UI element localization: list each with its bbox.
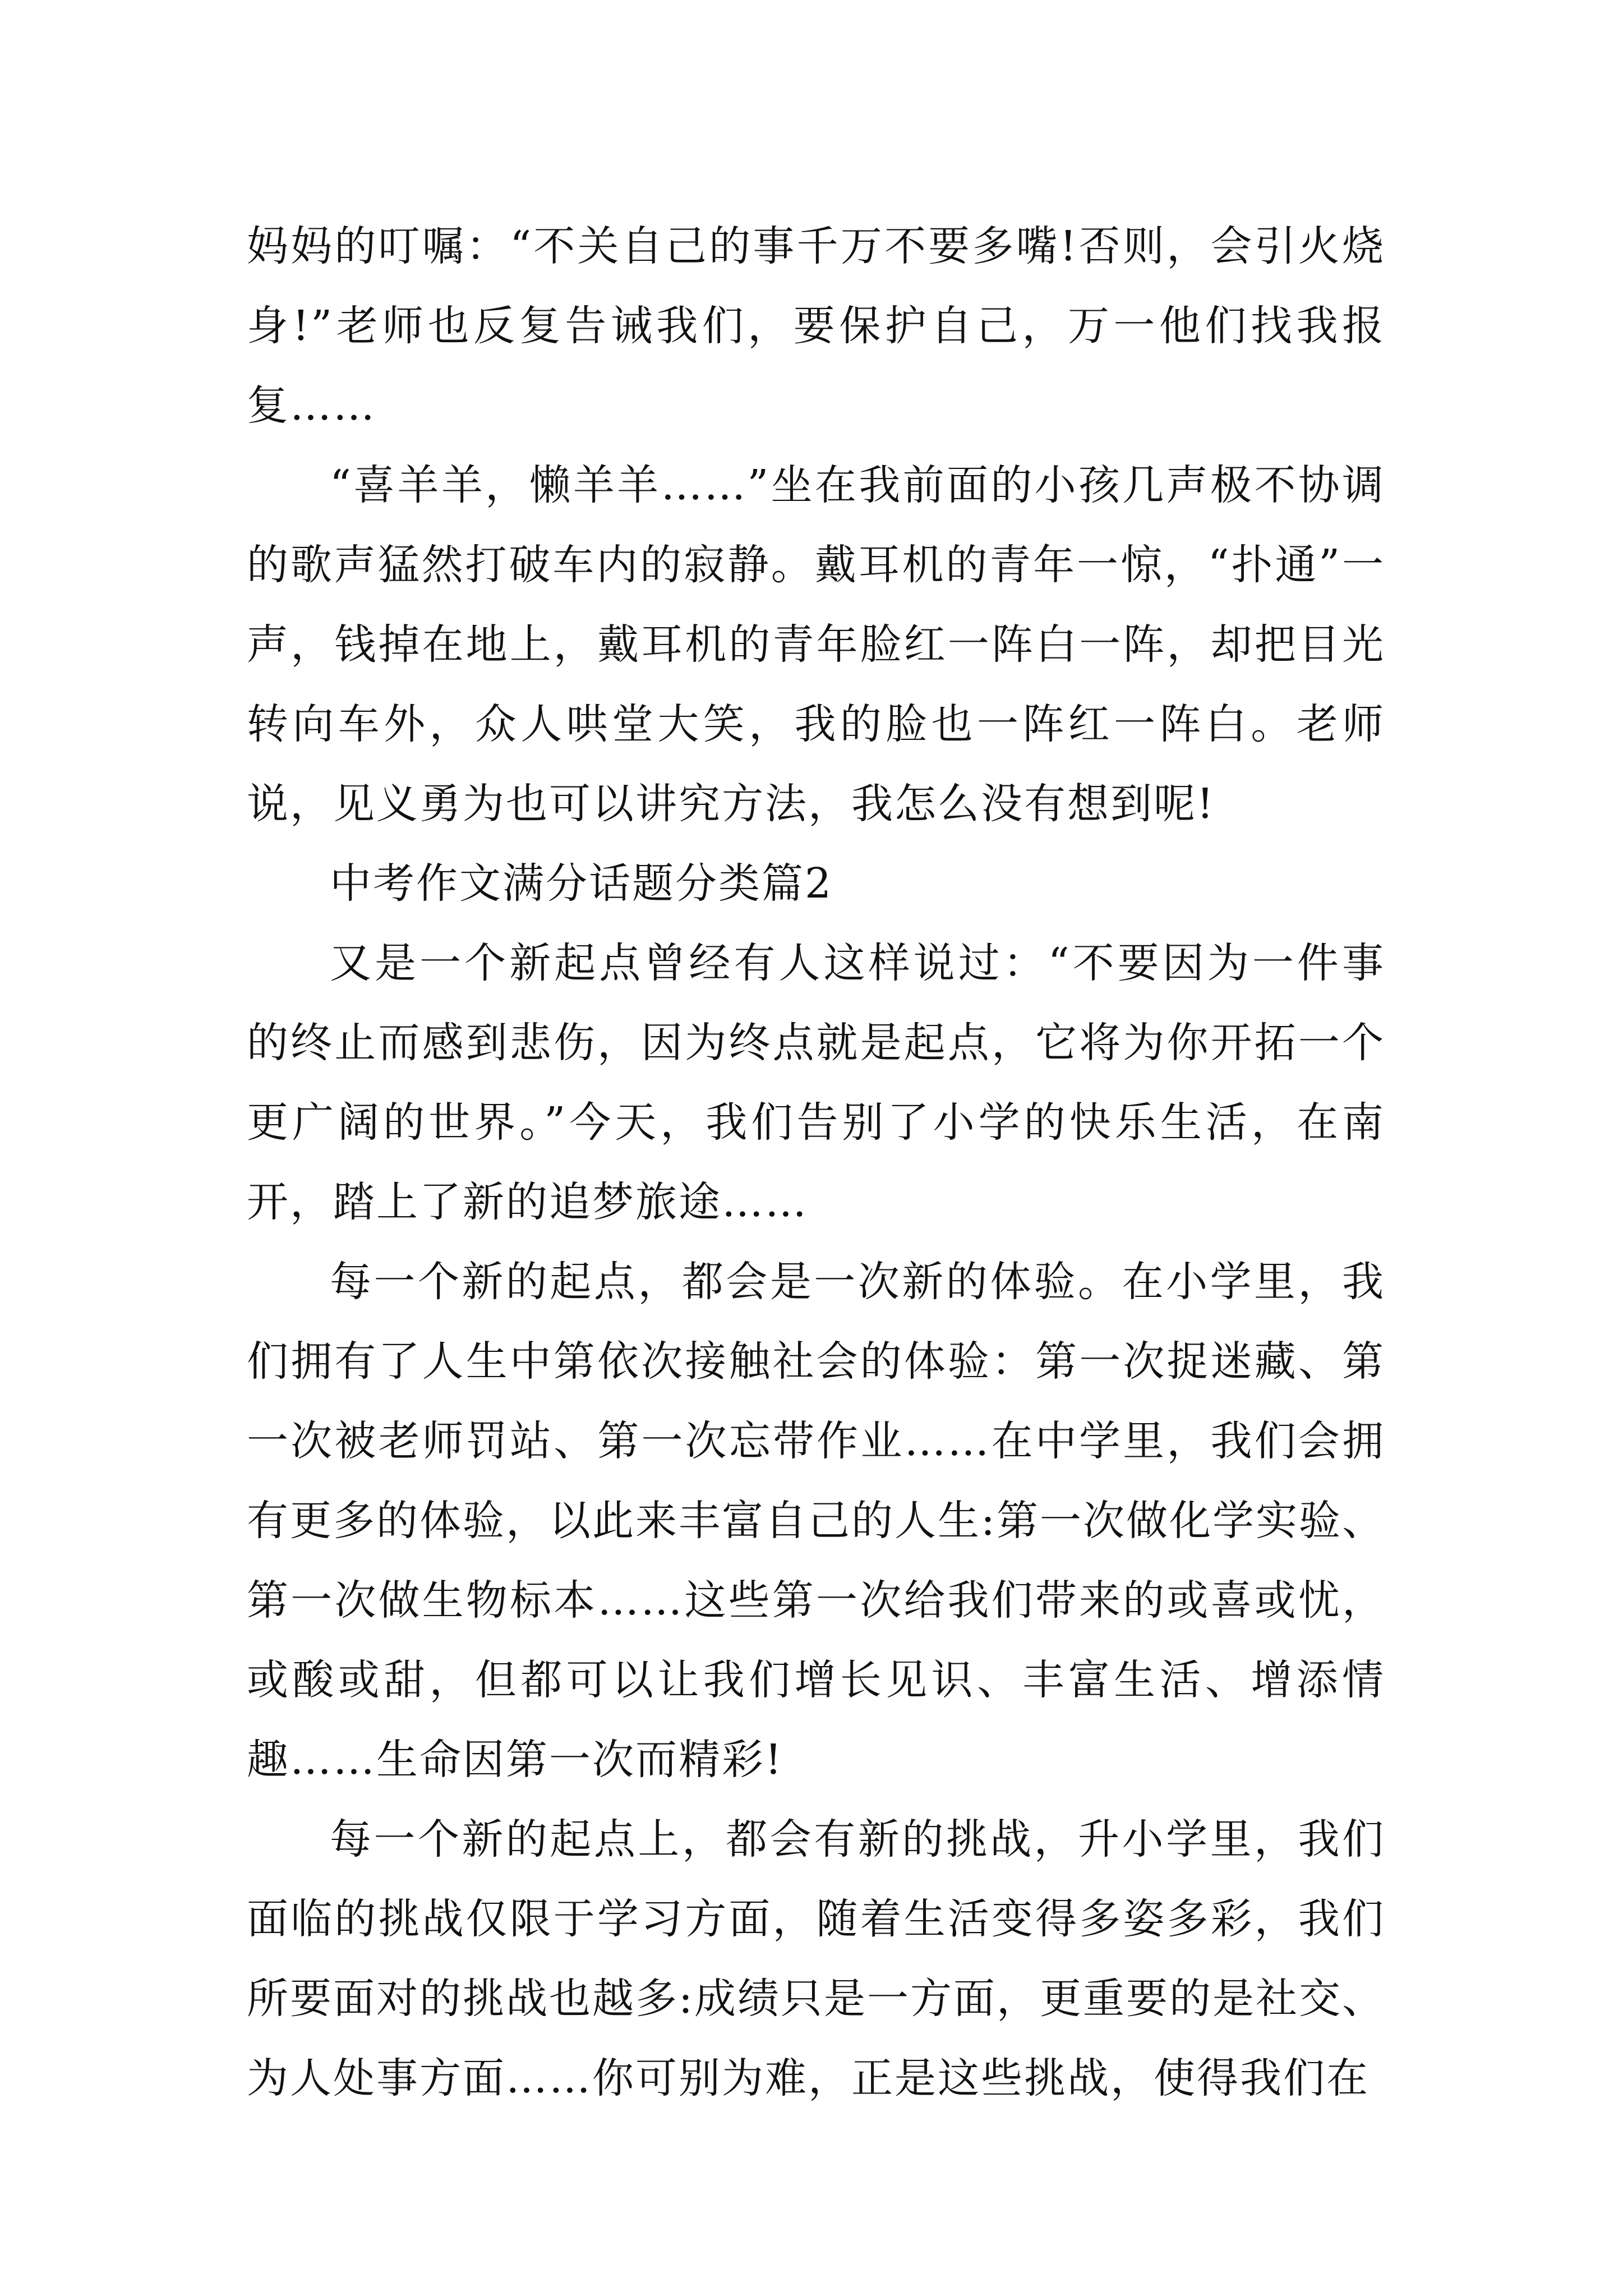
paragraph-3: 又是一个新起点曾经有人这样说过：“不要因为一件事的终止而感到悲伤，因为终点就是起点，它将为你开拓一个更广阔的世界。”今天，我们告别了小学的快乐生活，在南开，踏上了新的追梦旅途…… [247, 939, 1385, 1226]
paragraph-1: 妈妈的叮嘱：“不关自己的事千万不要多嘴!否则，会引火烧身!”老师也反复告诫我们，要保护自己，万一他们找我报复…… [247, 222, 1385, 430]
section-heading: 中考作文满分话题分类篇2 [330, 859, 833, 908]
paragraph-5: 每一个新的起点上，都会有新的挑战，升小学里，我们面临的挑战仅限于学习方面，随着生活变得多姿多彩，我们所要面对的挑战也越多:成绩只是一方面，更重要的是社交、为人处事方面……你可别为难，正是这些挑战，使得我们在 [247, 1815, 1385, 2102]
paragraph-4: 每一个新的起点，都会是一次新的体验。在小学里，我们拥有了人生中第依次接触社会的体验：第一次捉迷藏、第一次被老师罚站、第一次忘带作业……在中学里，我们会拥有更多的体验，以此来丰富自己的人生:第一次做化学实验、第一次做生物标本……这些第一次给我们带来的或喜或忧，或酸或甜，但都可以让我们增长见识、丰富生活、增添情趣……生命因第一次而精彩! [247, 1258, 1385, 1784]
paragraph-2: “喜羊羊，懒羊羊……”坐在我前面的小孩几声极不协调的歌声猛然打破车内的寂静。戴耳机的青年一惊，“扑通”一声，钱掉在地上，戴耳机的青年脸红一阵白一阵，却把目光转向车外，众人哄堂大笑，我的脸也一阵红一阵白。老师说，见义勇为也可以讲究方法，我怎么没有想到呢! [247, 461, 1385, 828]
document-body [247, 206, 1385, 2118]
